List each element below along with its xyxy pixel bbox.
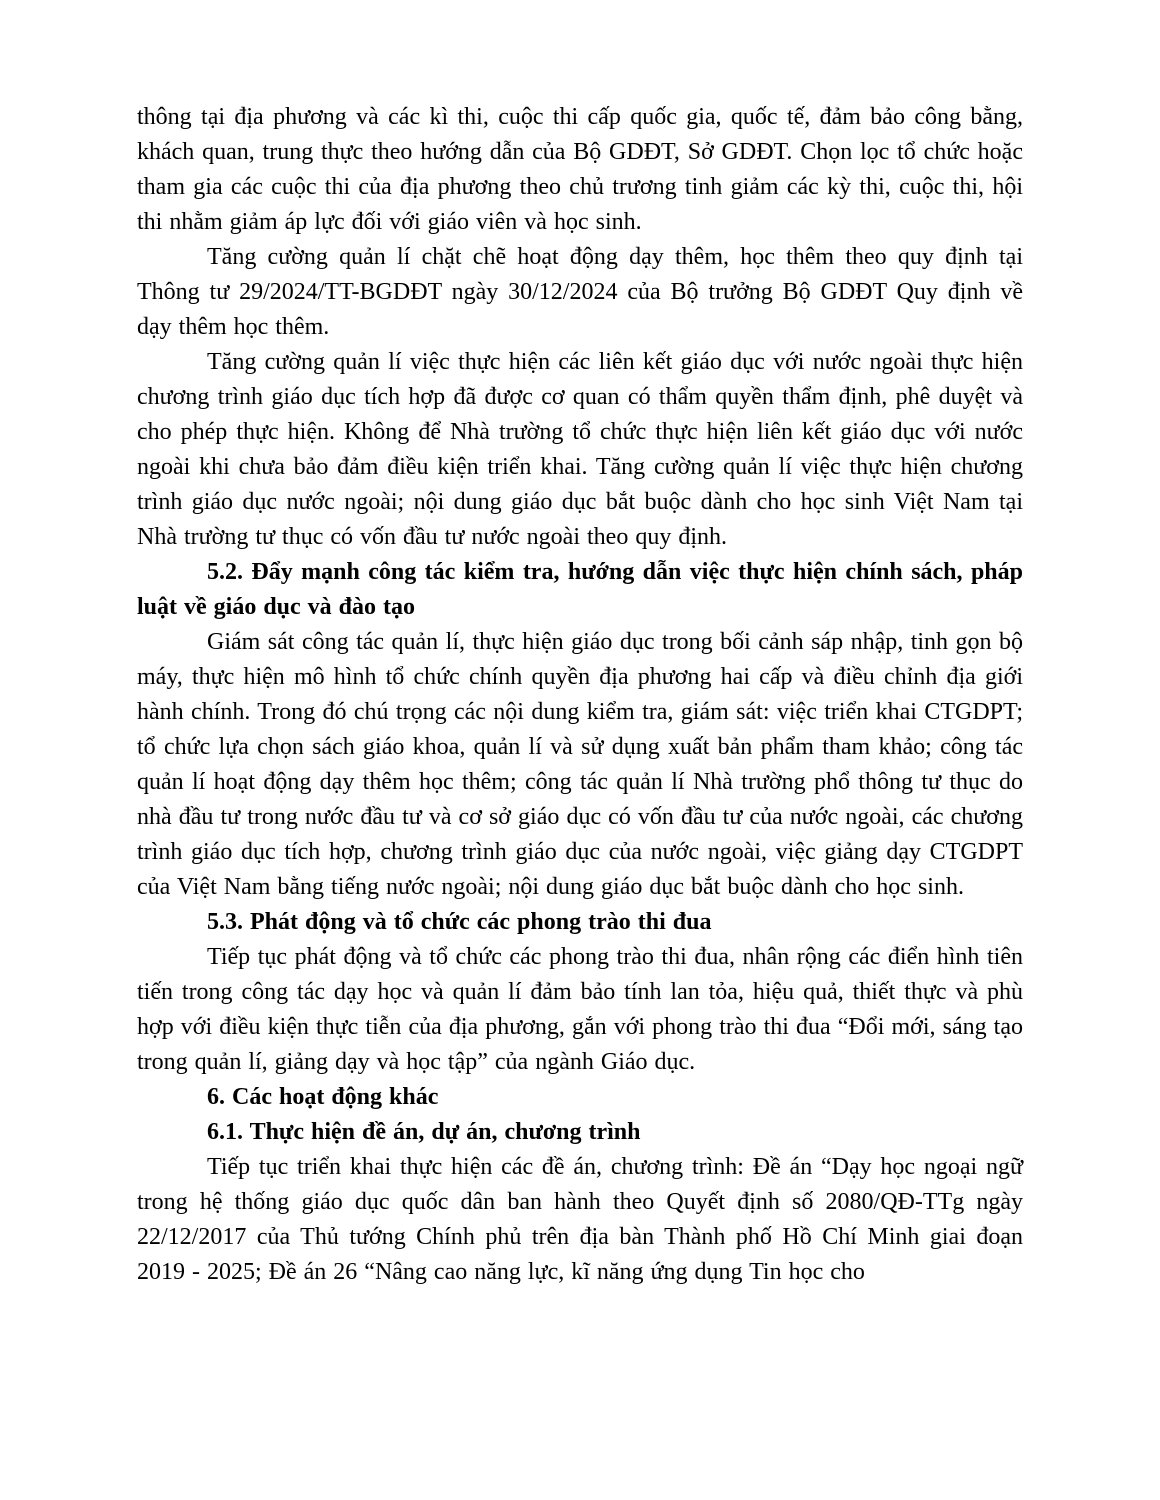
paragraph-continuation: thông tại địa phương và các kì thi, cuộc thi cấp quốc gia, quốc tế, đảm bảo công bằng, khách quan, trung thực theo hướng dẫn của Bộ GDĐT, Sở GDĐT. Chọn lọc tổ chức hoặc tham gia các cuộc thi của địa phương theo chủ trương tinh giảm các kỳ thi, cuộc thi, hội thi nhằm giảm áp lực đối với giáo viên và học sinh. (137, 104, 1023, 235)
section-heading-6: 6. Các hoạt động khác (207, 1084, 439, 1110)
paragraph-lien-ket-giao-duc: Tăng cường quản lí việc thực hiện các liên kết giáo dục với nước ngoài thực hiện chương trình giáo dục tích hợp đã được cơ quan có thẩm quyền thẩm định, phê duyệt và cho phép thực hiện. Không để Nhà trường tổ chức thực hiện liên kết giáo dục với nước ngoài khi chưa bảo đảm điều kiện triển khai. Tăng cường quản lí việc thực hiện chương trình giáo dục nước ngoài; nội dung giáo dục bắt buộc dành cho học sinh Việt Nam tại Nhà trường tư thục có vốn đầu tư nước ngoài theo quy định. (137, 349, 1023, 550)
section-heading-6-1: 6.1. Thực hiện đề án, dự án, chương trình (207, 1119, 641, 1145)
paragraph-giam-sat: Giám sát công tác quản lí, thực hiện giáo dục trong bối cảnh sáp nhập, tinh gọn bộ máy, thực hiện mô hình tổ chức chính quyền địa phương hai cấp và điều chỉnh địa giới hành chính. Trong đó chú trọng các nội dung kiểm tra, giám sát: việc triển khai CTGDPT; tổ chức lựa chọn sách giáo khoa, quản lí và sử dụng xuất bản phẩm tham khảo; công tác quản lí hoạt động dạy thêm học thêm; công tác quản lí Nhà trường phổ thông tư thục do nhà đầu tư trong nước đầu tư và cơ sở giáo dục có vốn đầu tư của nước ngoài, các chương trình giáo dục tích hợp, chương trình giáo dục của nước ngoài, việc giảng dạy CTGDPT của Việt Nam bằng tiếng nước ngoài; nội dung giáo dục bắt buộc dành cho học sinh. (137, 629, 1023, 900)
section-heading-5-2: 5.2. Đẩy mạnh công tác kiểm tra, hướng dẫn việc thực hiện chính sách, pháp luật về giáo dục và đào tạo (137, 559, 1023, 620)
paragraph-phong-trao-thi-dua: Tiếp tục phát động và tổ chức các phong trào thi đua, nhân rộng các điển hình tiên tiến trong công tác dạy học và quản lí đảm bảo tính lan tỏa, hiệu quả, thiết thực và phù hợp với điều kiện thực tiễn của địa phương, gắn với phong trào thi đua “Đổi mới, sáng tạo trong quản lí, giảng dạy và học tập” của ngành Giáo dục. (137, 944, 1023, 1075)
section-heading-5-3: 5.3. Phát động và tổ chức các phong trào thi đua (207, 909, 712, 935)
paragraph-de-an-chuong-trinh: Tiếp tục triển khai thực hiện các đề án, chương trình: Đề án “Dạy học ngoại ngữ trong hệ thống giáo dục quốc dân ban hành theo Quyết định số 2080/QĐ-TTg ngày 22/12/2017 của Thủ tướng Chính phủ trên địa bàn Thành phố Hồ Chí Minh giai đoạn 2019 - 2025; Đề án 26 “Nâng cao năng lực, kĩ năng ứng dụng Tin học cho (137, 1154, 1023, 1285)
paragraph-day-them-hoc-them: Tăng cường quản lí chặt chẽ hoạt động dạy thêm, học thêm theo quy định tại Thông tư 29/2024/TT-BGDĐT ngày 30/12/2024 của Bộ trưởng Bộ GDĐT Quy định về dạy thêm học thêm. (137, 244, 1023, 340)
